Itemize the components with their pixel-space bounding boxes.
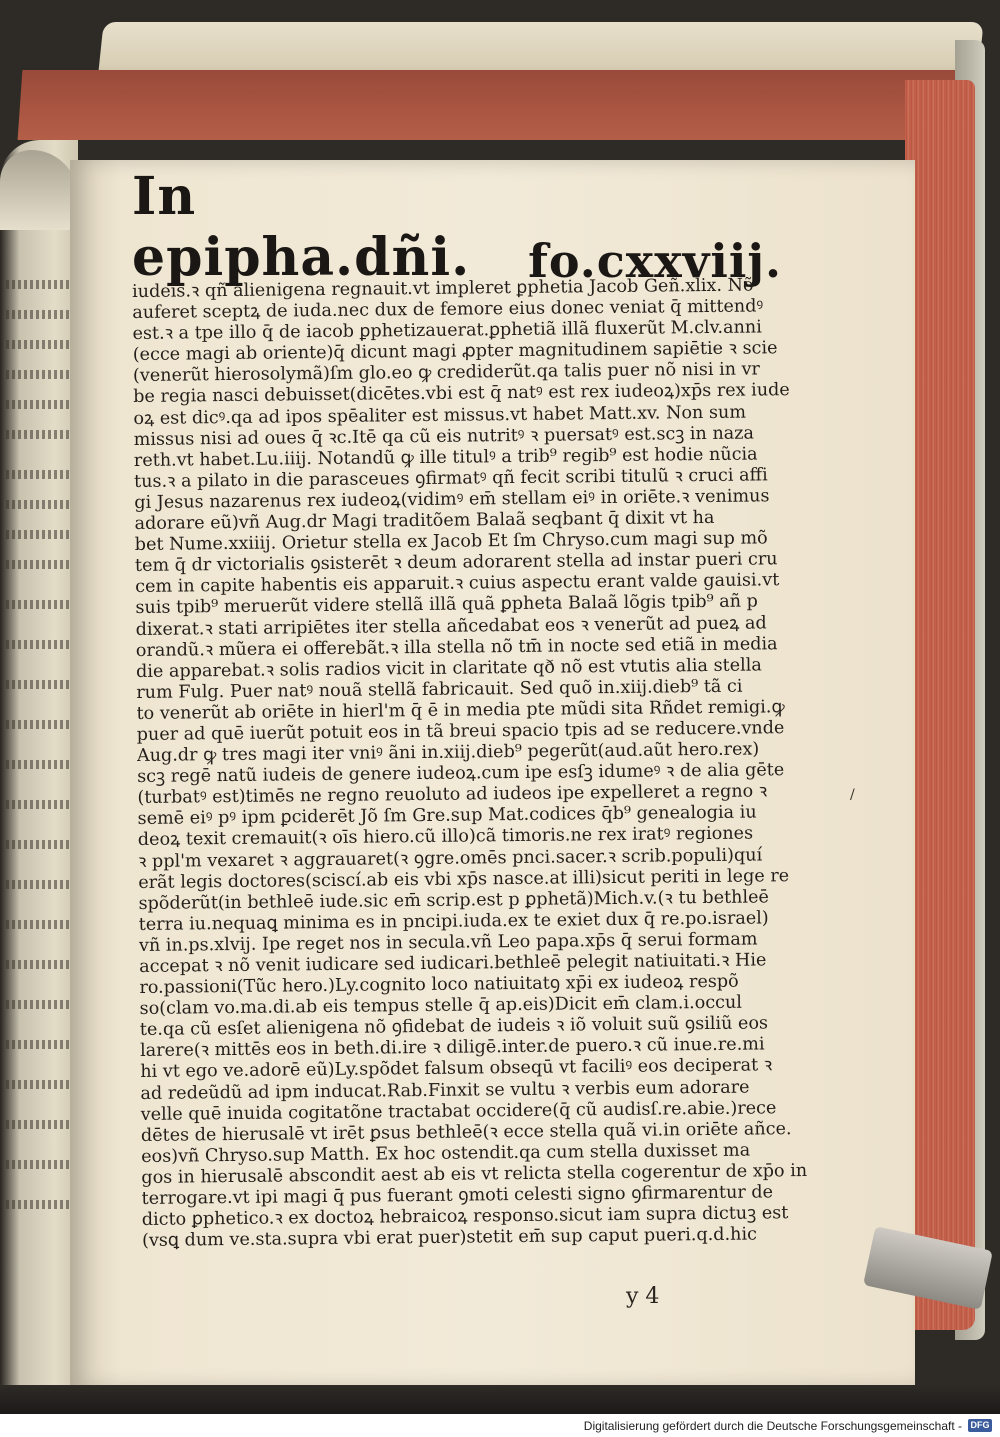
text-line: oꝝ est dicꝰ.qa ad ipos spēaliter est missus.vt habet Matt.xv. Non sum — [133, 402, 747, 429]
printed-page — [70, 160, 915, 1388]
text-line: spõderũt(in bethleē iude.sic em̄ scrip.est p ꝑphetã)Mich.v.(ꝛ tu bethleē — [138, 887, 770, 914]
text-line: bet Nume.xxiiij. Orietur stella ex Jacob Et ſm Chryso.cum magi sup mõ — [134, 528, 768, 556]
text-line: accepat ꝛ nõ venit iudicare sed iudicari.bethleē pelegit natiuitati.ꝛ Hie — [139, 950, 767, 977]
text-line: ro.passioni(Tũc hero.)Ly.cognito loco natiuitatꝯ xp̄i ex iudeoꝝ respõ — [139, 971, 739, 999]
text-line: est.ꝛ a tpe illo q̄ de iacob ꝑphetizauerat.ꝑphetiã illã fluxerũt M.clv.anni — [132, 317, 762, 345]
text-line: (venerũt hierosolymã)ſm glo.eo ꝙ crediderũt.qa talis puer nõ nisi in vr — [132, 359, 761, 387]
text-line: erãt legis doctores(sciscí.ab eis vbi xp̄s nasce.at illi)sicut periti in lege re — [138, 865, 790, 893]
body-text — [132, 275, 822, 1252]
text-line: dicto ꝑphetico.ꝛ ex doctoꝝ hebraicoꝝ responso.sicut iam supra dictuꝫ est — [141, 1203, 789, 1231]
text-line: missus nisi ad oues q̄ ꝛc.Itē qa cũ eis nutritꝰ ꝛ puersatꝰ est.scꝫ in naza — [133, 423, 755, 450]
text-line: vñ in.ps.xlvij. Ipe reget nos in secula.vñ Leo papa.xp̄s q̄ serui formam — [138, 929, 758, 956]
text-line: so(clam vo.ma.di.ab eis tempus stelle q̄ ap.eis)Dicit em̄ clam.i.occul — [139, 992, 743, 1020]
text-line: tem q̄ dr victorialis ꝯsisterēt ꝛ deum adorarent stella ad instar pueri cru — [134, 549, 778, 577]
text-line: te.qa cũ esſet alienigena nõ ꝯfidebat de iudeis ꝛ iõ voluit suũ ꝯsiliũ eos — [139, 1013, 769, 1041]
text-line: velle quē inuida cogitatõne tractabat occidere(q̄ cũ audisſ.re.abie.)rece — [140, 1097, 777, 1125]
text-line: gi Jesus nazarenus rex iudeoꝝ(vidimꝰ em̄ stellam eiꝰ in oriēte.ꝛ venimus — [134, 486, 770, 513]
text-line: be regia nasci debuisset(dicētes.vbi est q̄ natꝰ est rex iudeoꝝ)xp̄s rex iude — [133, 380, 790, 408]
text-line: puer ad quē iuerũt potuit eos in tã breui spacio tpis ad se reducere.vnde — [136, 718, 785, 745]
running-title: In epipha.dñi. — [132, 166, 471, 288]
text-line: dētes de hierusalē vt irēt ꝑsus bethleē(ꝛ ecce stella quã vi.in oriēte añce. — [140, 1118, 792, 1146]
text-line: cem in capite habentis eis apparuit.ꝛ cuius aspectu erant valde gauisi.vt — [135, 570, 780, 598]
text-line: dixerat.ꝛ stati arripiētes iter stella añcedabat eos ꝛ venerũt ad pueꝝ ad — [135, 612, 767, 640]
folio-number: fo.cxxviij. — [528, 234, 782, 288]
text-line: to venerũt ab oriēte in hierl'm q̄ ē in media pte mũdi sita Rñdet remigi.ꝙ — [136, 697, 785, 724]
footer-credit: Digitalisierung gefördert durch die Deutsche Forschungsgemeinschaft - — [583, 1418, 962, 1433]
text-line: Aug.dr ꝙ tres magi iter vniꝰ ãni in.xiij.dieb⁹ pegerũt(aud.aũt hero.rex) — [136, 739, 760, 767]
text-line: rum Fulg. Puer natꝰ nouã stellã fabricauit. Sed quõ in.xiij.dieb⁹ tã ci — [136, 676, 743, 703]
footer-bar — [0, 1414, 1000, 1437]
text-line: reth.vt habet.Lu.iiij. Notandũ ꝙ ille titulꝰ a trib⁹ regib⁹ est hodie nũcia — [133, 444, 758, 471]
text-line: deoꝝ texit cremauit(ꝛ oīs hiero.cũ illo)cã timoris.ne rex iratꝰ regiones — [137, 823, 754, 851]
text-line: (ecce magi ab oriente)q̄ dicunt magi ꝓpter magnitudinem sapiētie ꝛ scie — [132, 338, 778, 366]
dfg-logo-icon: DFG — [968, 1419, 992, 1432]
text-line: terrogare.vt ipi magi q̄ pus fuerant ꝯmoti celesti signo ꝯfirmarentur de — [141, 1182, 774, 1209]
text-line: (turbatꝰ est)timēs ne regno reuoluto ad iudeos ipe expelleret a regno ꝛ — [137, 781, 768, 809]
text-line: larere(ꝛ mittēs eos in beth.di.ire ꝛ diligē.inter.de puero.ꝛ cũ inue.re.mi — [139, 1034, 765, 1062]
text-line: die apparebat.ꝛ solis radios vicit in claritate qð nõ est vtutis alia stella — [135, 655, 762, 682]
text-line: tus.ꝛ a pilato in die parasceues ꝯfirmatꝰ qñ fecit scribi titulũ ꝛ cruci affi — [133, 465, 768, 492]
text-line: hi vt ego ve.adorē eũ)Ly.spõdet falsum obseqū vt faciliꝰ eos deciperat ꝛ — [140, 1055, 773, 1083]
text-line: scꝫ regē natũ iudeis de genere iudeoꝝ.cum ipe esſꝫ idumeꝰ ꝛ de alia gēte — [137, 760, 785, 788]
text-line: suis tpib⁹ meruerũt videre stellã illã quã ꝑpheta Balaã lõgis tpib⁹ añ p — [135, 591, 758, 619]
text-line: semē eiꝰ pꝰ ipm ꝑciderēt Jõ ſm Gre.sup Mat.codices q̄b⁹ genealogia iu — [137, 802, 757, 830]
signature-mark: y 4 — [626, 1284, 660, 1309]
text-line: gos in hierusalē abscondit aest ab eis vt relicta stella cogerentur de xp̄o in — [141, 1160, 808, 1188]
bottom-shadow — [0, 1385, 1000, 1414]
page-stack-edge — [905, 80, 975, 1330]
text-line: (vsꝗ dum ve.sta.supra vbi erat puer)stetit em̄ sup caput pueri.q.d.hic — [141, 1224, 758, 1252]
text-line: iudeis.ꝛ qñ alienigena regnauit.vt impleret ꝑphetia Jacob Geñ.xlix. Nõ — [132, 275, 754, 302]
margin-mark: / — [850, 787, 855, 803]
text-line: terra iu.nequaꝗ minima es in pncipi.iuda.ex te exiet dux q̄ re.po.israel) — [138, 908, 769, 935]
text-line: orandũ.ꝛ mũera ei offerebãt.ꝛ illa stella nõ tm̄ in nocte sed etiã in media — [135, 633, 778, 661]
text-line: eos)vñ Chryso.sup Matth. Ex hoc ostendit.qa cum stella duxisset ma — [141, 1140, 751, 1167]
text-line: adorare eũ)vñ Aug.dr Magi traditõem Balaã seqbant q̄ dixit vt ha — [134, 507, 715, 535]
text-line: auferet sceptꝝ de iuda.nec dux de femore eius donec veniat q̄ mittendꝰ — [132, 296, 764, 324]
text-line: ad redeũdũ ad ipm inducat.Rab.Finxit se vultu ꝛ verbis eum adorare — [140, 1077, 750, 1104]
left-page-fragment — [0, 140, 78, 1410]
book-cover-top — [18, 70, 983, 140]
text-line: ꝛ ppl'm vexaret ꝛ aggrauaret(ꝛ ꝯgre.omēs pnci.sacer.ꝛ scrib.populi)quí — [137, 844, 763, 872]
